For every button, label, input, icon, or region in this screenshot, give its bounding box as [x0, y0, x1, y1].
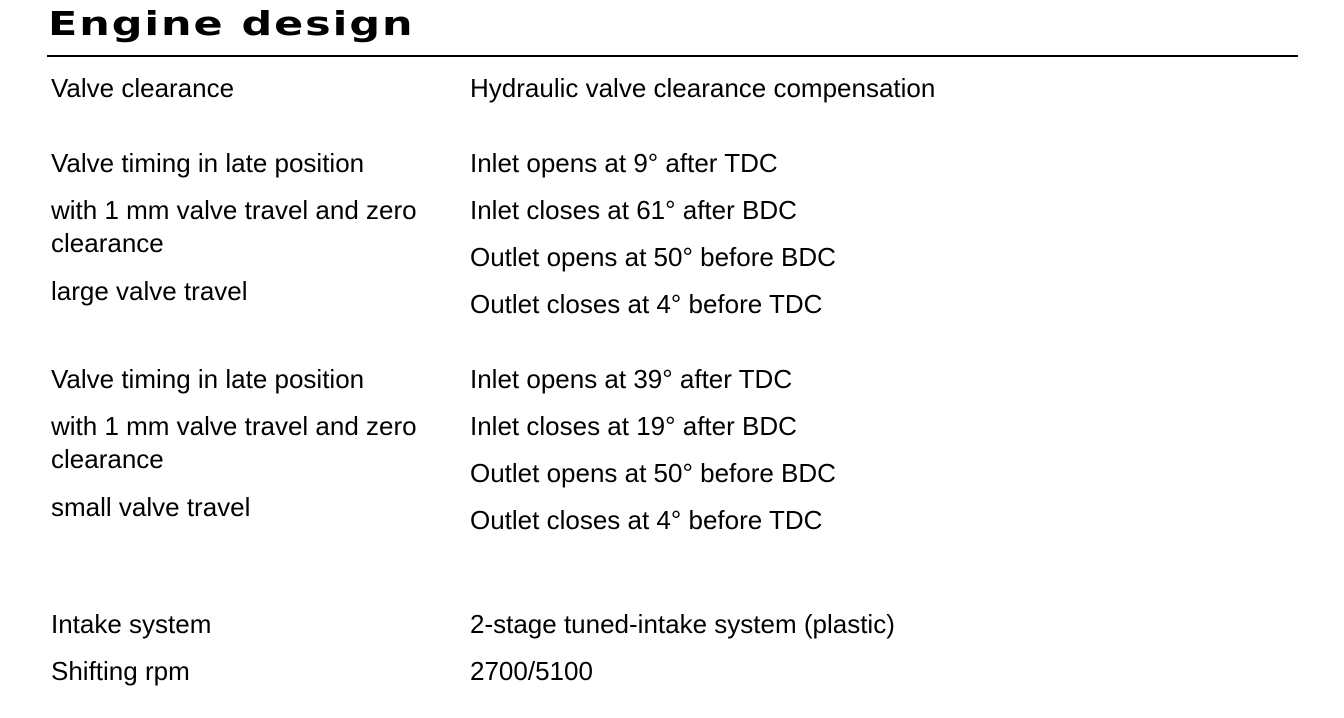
spec-value: Inlet closes at 61° after BDC: [470, 195, 797, 225]
spec-label: Intake system: [51, 609, 212, 639]
spec-label: Valve clearance: [51, 73, 235, 103]
spec-label: Valve timing in late position: [51, 148, 365, 178]
spec-value-cell: [470, 72, 1290, 119]
spec-value: 2-stage tuned-intake system (plastic): [470, 609, 895, 639]
spec-label-cell: [51, 655, 456, 702]
spec-label: Valve timing in late position: [51, 364, 365, 394]
spec-label-cell: [51, 363, 456, 538]
spec-value: Outlet opens at 50° before BDC: [470, 458, 836, 488]
spec-value-cell: [470, 363, 1290, 551]
spec-label: with 1 mm valve travel and zero clearance: [51, 195, 417, 258]
spec-label: large valve travel: [51, 276, 248, 306]
title-divider: [47, 55, 1298, 57]
spec-label: Shifting rpm: [51, 656, 190, 686]
spec-value: Outlet closes at 4° before TDC: [470, 505, 823, 535]
spec-value: Outlet opens at 50° before BDC: [470, 242, 836, 272]
spec-label: with 1 mm valve travel and zero clearance: [51, 411, 417, 474]
spec-label-cell: [51, 72, 456, 119]
page-title: Engine design: [48, 4, 415, 43]
spec-value: Inlet opens at 39° after TDC: [470, 364, 793, 394]
spec-value: Inlet closes at 19° after BDC: [470, 411, 797, 441]
spec-value-cell: [470, 655, 1290, 702]
spec-value-cell: [470, 608, 1290, 655]
spec-value-cell: [470, 147, 1290, 335]
spec-value: 2700/5100: [470, 656, 593, 686]
spec-value: Hydraulic valve clearance compensation: [470, 73, 936, 103]
spec-label: small valve travel: [51, 492, 251, 522]
spec-value: Outlet closes at 4° before TDC: [470, 289, 823, 319]
spec-label-cell: [51, 608, 456, 655]
spec-label-cell: [51, 147, 456, 322]
spec-value: Inlet opens at 9° after TDC: [470, 148, 778, 178]
